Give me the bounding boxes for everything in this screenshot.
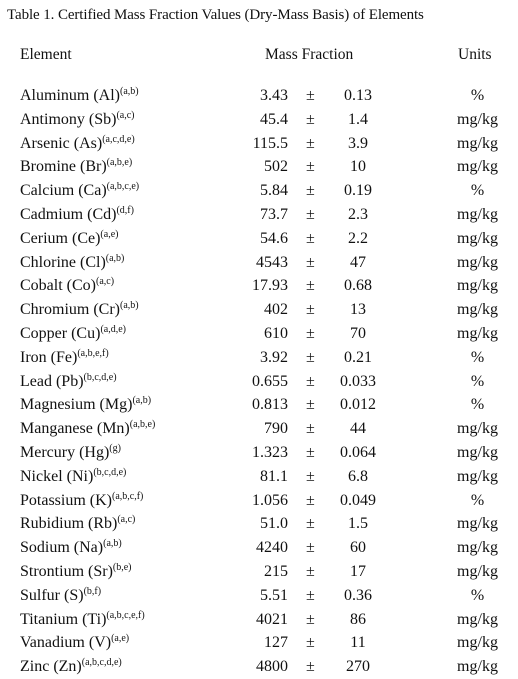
plus-minus-symbol: ± bbox=[306, 110, 315, 128]
table-row bbox=[0, 560, 518, 584]
element-label: Bromine (Br) bbox=[20, 158, 107, 176]
element-label: Arsenic (As) bbox=[20, 134, 103, 152]
method-notes: (a,b,e) bbox=[106, 157, 133, 169]
element-name bbox=[20, 655, 122, 679]
mass-fraction-value: 215 bbox=[264, 563, 288, 580]
element-name bbox=[20, 608, 145, 632]
uncertainty-value: 0.13 bbox=[344, 87, 372, 104]
mass-fraction-value: 1.056 bbox=[252, 491, 288, 509]
table-row bbox=[0, 132, 518, 156]
mass-fraction-value: 5.84 bbox=[260, 182, 288, 200]
table-row bbox=[0, 441, 518, 465]
mass-fraction-value: 790 bbox=[264, 420, 288, 438]
element-label: Potassium (K) bbox=[20, 491, 112, 509]
element-label: Sodium (Na) bbox=[20, 539, 104, 557]
table-row bbox=[0, 274, 518, 298]
method-notes: (a,c) bbox=[117, 514, 136, 526]
element-name bbox=[20, 370, 117, 394]
plus-minus-symbol: ± bbox=[306, 229, 315, 247]
plus-minus-symbol: ± bbox=[306, 658, 315, 676]
unit: mg/kg bbox=[457, 563, 498, 580]
uncertainty-value: 10 bbox=[350, 158, 366, 176]
element-label: Cerium (Ce) bbox=[20, 229, 101, 247]
table-row bbox=[0, 489, 518, 513]
table-row bbox=[0, 512, 518, 536]
element-label: Manganese (Mn) bbox=[20, 420, 130, 438]
uncertainty-value: 0.064 bbox=[340, 444, 376, 461]
plus-minus-symbol: ± bbox=[306, 182, 315, 200]
element-name bbox=[20, 393, 151, 417]
unit: % bbox=[470, 372, 485, 390]
uncertainty-value: 11 bbox=[350, 634, 366, 652]
uncertainty-value: 1.4 bbox=[348, 110, 368, 128]
table-row bbox=[0, 84, 518, 108]
table-row bbox=[0, 227, 518, 251]
plus-minus-symbol: ± bbox=[306, 134, 315, 152]
column-header-element: Element bbox=[20, 46, 72, 63]
uncertainty-value: 2.2 bbox=[348, 229, 368, 247]
plus-minus-symbol: ± bbox=[306, 467, 315, 485]
method-notes: (a,d,e) bbox=[100, 324, 126, 335]
element-label: Zinc (Zn) bbox=[20, 658, 82, 676]
mass-fraction-value: 45.4 bbox=[260, 110, 288, 128]
unit: % bbox=[470, 396, 485, 414]
table-row bbox=[0, 179, 518, 203]
table-row bbox=[0, 631, 518, 655]
element-label: Magnesium (Mg) bbox=[20, 396, 133, 414]
element-label: Rubidium (Rb) bbox=[20, 515, 118, 533]
mass-fraction-value: 127 bbox=[264, 634, 288, 652]
uncertainty-value: 0.19 bbox=[344, 182, 372, 200]
element-name bbox=[20, 346, 109, 370]
method-notes: (a,b,c,d,e) bbox=[81, 657, 122, 669]
plus-minus-symbol: ± bbox=[306, 158, 315, 176]
mass-fraction-value: 502 bbox=[264, 158, 288, 176]
element-name bbox=[20, 155, 132, 179]
unit: % bbox=[470, 491, 485, 509]
method-notes: (b,f) bbox=[83, 585, 102, 597]
plus-minus-symbol: ± bbox=[306, 372, 315, 390]
uncertainty-value: 0.012 bbox=[340, 396, 376, 414]
method-notes: (a,b,c,e,f) bbox=[106, 609, 145, 621]
plus-minus-symbol: ± bbox=[306, 420, 315, 438]
element-name bbox=[20, 298, 139, 322]
unit: mg/kg bbox=[457, 420, 498, 438]
plus-minus-symbol: ± bbox=[306, 444, 315, 461]
uncertainty-value: 0.21 bbox=[344, 348, 372, 366]
method-notes: (b,c,d,e) bbox=[93, 466, 127, 478]
uncertainty-value: 47 bbox=[350, 253, 366, 271]
element-name bbox=[20, 417, 155, 441]
column-header-mass-fraction: Mass Fraction bbox=[265, 46, 354, 63]
method-notes: (a,b) bbox=[120, 86, 139, 97]
element-label: Chromium (Cr) bbox=[20, 301, 120, 319]
element-name bbox=[20, 489, 143, 513]
mass-fraction-value: 1.323 bbox=[252, 444, 288, 461]
unit: % bbox=[470, 87, 485, 104]
unit: mg/kg bbox=[457, 110, 498, 128]
uncertainty-value: 17 bbox=[350, 563, 366, 580]
mass-fraction-value: 4240 bbox=[256, 539, 288, 557]
method-notes: (b,c,d,e) bbox=[83, 371, 117, 383]
element-name bbox=[20, 179, 139, 203]
unit: mg/kg bbox=[457, 467, 498, 485]
uncertainty-value: 3.9 bbox=[348, 134, 368, 152]
table-row bbox=[0, 322, 518, 346]
unit: mg/kg bbox=[457, 658, 498, 676]
uncertainty-value: 44 bbox=[350, 420, 366, 438]
plus-minus-symbol: ± bbox=[306, 348, 315, 366]
element-label: Chlorine (Cl) bbox=[20, 253, 106, 271]
element-label: Mercury (Hg) bbox=[20, 444, 110, 461]
column-header-units: Units bbox=[458, 46, 492, 63]
unit: mg/kg bbox=[457, 158, 498, 176]
element-label: Copper (Cu) bbox=[20, 325, 101, 342]
plus-minus-symbol: ± bbox=[306, 586, 315, 604]
mass-fraction-value: 4021 bbox=[256, 610, 288, 628]
uncertainty-value: 86 bbox=[350, 610, 366, 628]
plus-minus-symbol: ± bbox=[306, 301, 315, 319]
method-notes: (a,e) bbox=[111, 633, 130, 645]
unit: % bbox=[470, 182, 485, 200]
method-notes: (b,e) bbox=[112, 562, 132, 573]
element-name bbox=[20, 274, 114, 298]
uncertainty-value: 60 bbox=[350, 539, 366, 557]
method-notes: (d,f) bbox=[116, 205, 134, 216]
mass-fraction-value: 81.1 bbox=[260, 467, 288, 485]
mass-fraction-value: 73.7 bbox=[260, 206, 288, 223]
uncertainty-value: 6.8 bbox=[348, 467, 368, 485]
table-row bbox=[0, 370, 518, 394]
uncertainty-value: 2.3 bbox=[348, 206, 368, 223]
uncertainty-value: 1.5 bbox=[348, 515, 368, 533]
table-title: Table 1. Certified Mass Fraction Values (Dry-Mass Basis) of Elements bbox=[7, 7, 424, 23]
unit: mg/kg bbox=[457, 444, 498, 461]
method-notes: (a,b,c,e) bbox=[106, 181, 140, 193]
mass-fraction-value: 402 bbox=[264, 301, 288, 319]
plus-minus-symbol: ± bbox=[306, 253, 315, 271]
table-row bbox=[0, 108, 518, 132]
plus-minus-symbol: ± bbox=[306, 396, 315, 414]
mass-fraction-value: 610 bbox=[264, 325, 288, 342]
element-name bbox=[20, 512, 135, 536]
plus-minus-symbol: ± bbox=[306, 87, 315, 104]
element-label: Iron (Fe) bbox=[20, 348, 78, 366]
element-label: Titanium (Ti) bbox=[20, 610, 107, 628]
plus-minus-symbol: ± bbox=[306, 277, 315, 295]
table-row bbox=[0, 251, 518, 275]
uncertainty-value: 0.68 bbox=[344, 277, 372, 295]
unit: mg/kg bbox=[457, 253, 498, 271]
unit: mg/kg bbox=[457, 539, 498, 557]
table-row bbox=[0, 465, 518, 489]
mass-fraction-value: 3.92 bbox=[260, 348, 288, 366]
element-name bbox=[20, 227, 118, 251]
plus-minus-symbol: ± bbox=[306, 491, 315, 509]
method-notes: (a,e) bbox=[100, 228, 119, 240]
method-notes: (a,b) bbox=[105, 252, 125, 264]
method-notes: (a,b) bbox=[120, 300, 139, 312]
unit: mg/kg bbox=[457, 325, 498, 342]
plus-minus-symbol: ± bbox=[306, 325, 315, 342]
uncertainty-value: 270 bbox=[346, 658, 370, 676]
element-name bbox=[20, 251, 124, 275]
element-name bbox=[20, 203, 134, 227]
element-label: Vanadium (V) bbox=[20, 634, 112, 652]
element-name bbox=[20, 132, 135, 156]
table-row bbox=[0, 203, 518, 227]
method-notes: (a,b) bbox=[103, 538, 122, 550]
uncertainty-value: 0.049 bbox=[340, 491, 376, 509]
mass-fraction-value: 4800 bbox=[256, 658, 288, 676]
method-notes: (a,c) bbox=[96, 276, 115, 288]
element-name bbox=[20, 322, 126, 346]
element-label: Calcium (Ca) bbox=[20, 182, 107, 200]
method-notes: (a,c) bbox=[116, 109, 135, 121]
element-name bbox=[20, 560, 132, 584]
mass-fraction-value: 0.655 bbox=[252, 372, 288, 390]
table-row bbox=[0, 536, 518, 560]
unit: % bbox=[470, 586, 485, 604]
mass-fraction-value: 54.6 bbox=[260, 229, 288, 247]
uncertainty-value: 70 bbox=[350, 325, 366, 342]
method-notes: (a,b,c,f) bbox=[112, 490, 144, 502]
unit: mg/kg bbox=[457, 229, 498, 247]
element-label: Aluminum (Al) bbox=[20, 87, 120, 104]
element-name bbox=[20, 441, 121, 465]
mass-fraction-value: 17.93 bbox=[252, 277, 288, 295]
table-row bbox=[0, 584, 518, 608]
table-row bbox=[0, 655, 518, 679]
uncertainty-value: 0.36 bbox=[344, 586, 372, 604]
element-name bbox=[20, 631, 129, 655]
uncertainty-value: 13 bbox=[350, 301, 366, 319]
table-row bbox=[0, 346, 518, 370]
plus-minus-symbol: ± bbox=[306, 539, 315, 557]
uncertainty-value: 0.033 bbox=[340, 372, 376, 390]
unit: % bbox=[470, 348, 485, 366]
plus-minus-symbol: ± bbox=[306, 563, 315, 580]
element-label: Antimony (Sb) bbox=[20, 110, 117, 128]
element-name bbox=[20, 536, 122, 560]
table-row bbox=[0, 608, 518, 632]
element-label: Cobalt (Co) bbox=[20, 277, 96, 295]
element-name bbox=[20, 108, 135, 132]
mass-fraction-value: 4543 bbox=[256, 253, 288, 271]
element-label: Lead (Pb) bbox=[20, 372, 84, 390]
unit: mg/kg bbox=[457, 277, 498, 295]
method-notes: (a,c,d,e) bbox=[102, 133, 135, 145]
mass-fraction-value: 115.5 bbox=[252, 134, 288, 152]
element-label: Nickel (Ni) bbox=[20, 467, 94, 485]
element-name bbox=[20, 584, 101, 608]
plus-minus-symbol: ± bbox=[306, 515, 315, 533]
element-label: Strontium (Sr) bbox=[20, 563, 113, 580]
mass-fraction-value: 3.43 bbox=[260, 87, 288, 104]
table-row bbox=[0, 417, 518, 441]
method-notes: (a,b) bbox=[132, 395, 152, 407]
unit: mg/kg bbox=[457, 634, 498, 652]
plus-minus-symbol: ± bbox=[306, 634, 315, 652]
unit: mg/kg bbox=[457, 206, 498, 223]
table-row bbox=[0, 298, 518, 322]
method-notes: (a,b,e) bbox=[129, 419, 156, 431]
element-name bbox=[20, 84, 139, 108]
table-row bbox=[0, 155, 518, 179]
method-notes: (g) bbox=[109, 443, 121, 454]
mass-fraction-value: 0.813 bbox=[252, 396, 288, 414]
mass-fraction-value: 51.0 bbox=[260, 515, 288, 533]
element-name bbox=[20, 465, 126, 489]
unit: mg/kg bbox=[457, 610, 498, 628]
unit: mg/kg bbox=[457, 301, 498, 319]
element-label: Sulfur (S) bbox=[20, 586, 84, 604]
unit: mg/kg bbox=[457, 515, 498, 533]
method-notes: (a,b,e,f) bbox=[77, 347, 109, 359]
element-label: Cadmium (Cd) bbox=[20, 206, 117, 223]
table-row bbox=[0, 393, 518, 417]
plus-minus-symbol: ± bbox=[306, 206, 315, 223]
mass-fraction-value: 5.51 bbox=[260, 586, 288, 604]
unit: mg/kg bbox=[457, 134, 498, 152]
plus-minus-symbol: ± bbox=[306, 610, 315, 628]
